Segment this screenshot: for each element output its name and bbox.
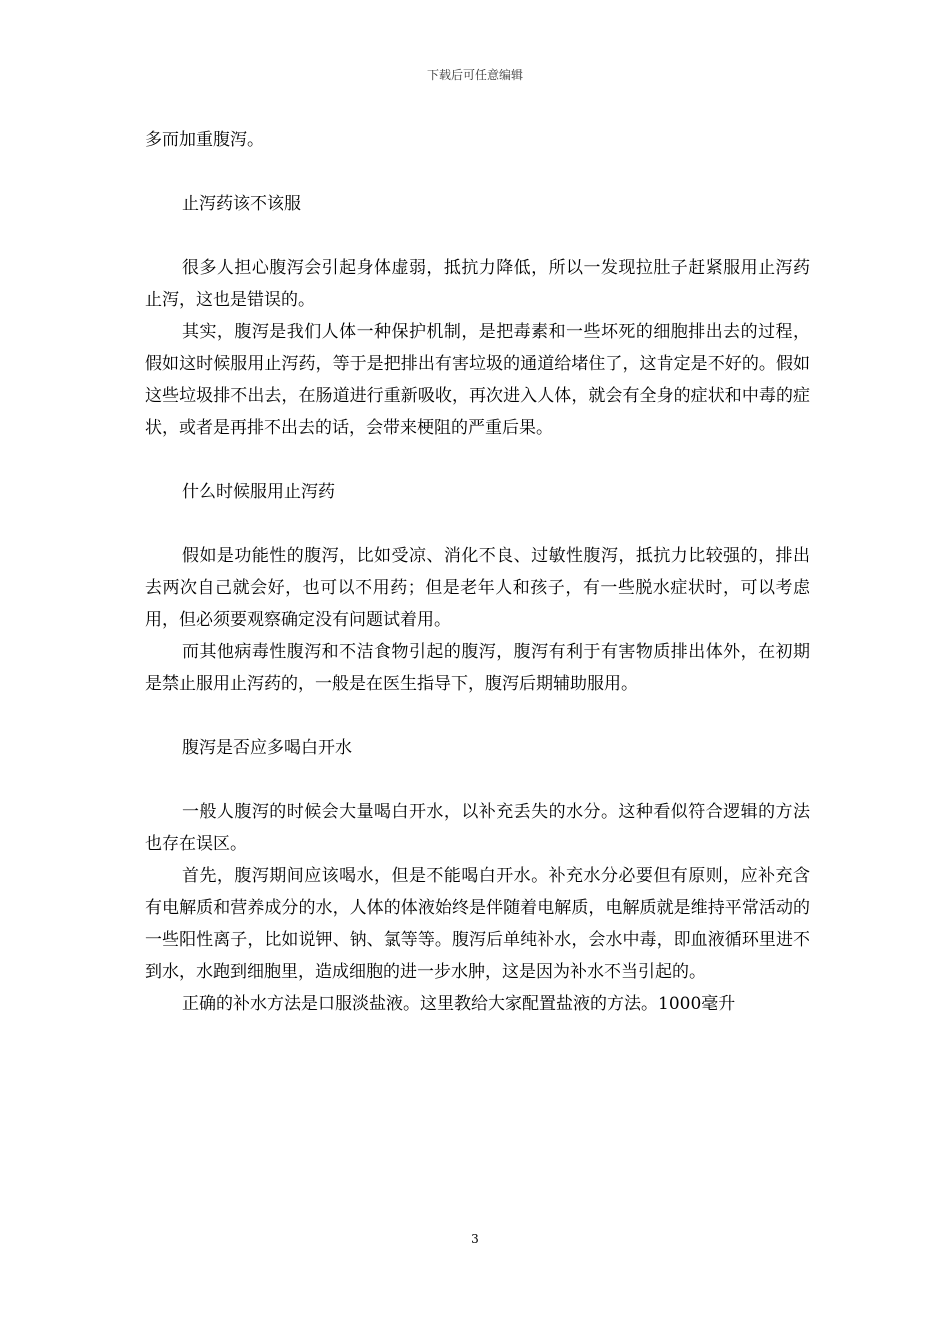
section-heading: 止泻药该不该服 [182,194,301,214]
body-paragraph: 正确的补水方法是口服淡盐液。这里教给大家配置盐液的方法。1000毫升 [182,994,736,1014]
body-paragraph: 很多人担心腹泻会引起身体虚弱，抵抗力降低，所以一发现拉肚子赶紧服用止泻药止泻，这也是错误的。 [145,258,810,310]
document-body [145,124,810,1020]
body-paragraph: 首先，腹泻期间应该喝水，但是不能喝白开水。补充水分必要但有原则，应补充含有电解质和营养成分的水，人体的体液始终是伴随着电解质，电解质就是维持平常活动的一些阳性离子，比如说钾、钠、氯等等。腹泻后单纯补水，会水中毒，即血液循环里进不到水，水跑到细胞里，造成细胞的进一步水肿，这是因为补水不当引起的。 [145,866,810,982]
page-header: 下载后可任意编辑 [426,68,523,82]
body-paragraph: 其实，腹泻是我们人体一种保护机制，是把毒素和一些坏死的细胞排出去的过程，假如这时候服用止泻药，等于是把排出有害垃圾的通道给堵住了，这肯定是不好的。假如这些垃圾排不出去，在肠道进行重新吸收，再次进入人体，就会有全身的症状和中毒的症状，或者是再排不出去的话，会带来梗阻的严重后果。 [145,322,810,438]
section-heading: 什么时候服用止泻药 [182,482,335,502]
body-paragraph: 一般人腹泻的时候会大量喝白开水，以补充丢失的水分。这种看似符合逻辑的方法也存在误区。 [145,802,810,854]
page-number: 3 [471,1232,479,1246]
body-paragraph: 假如是功能性的腹泻，比如受凉、消化不良、过敏性腹泻，抵抗力比较强的，排出去两次自己就会好，也可以不用药；但是老年人和孩子，有一些脱水症状时，可以考虑用，但必须要观察确定没有问题试着用。 [145,546,810,630]
section-heading: 腹泻是否应多喝白开水 [182,738,352,758]
body-paragraph: 多而加重腹泻。 [145,130,264,150]
body-paragraph: 而其他病毒性腹泻和不洁食物引起的腹泻，腹泻有利于有害物质排出体外，在初期是禁止服用止泻药的，一般是在医生指导下，腹泻后期辅助服用。 [145,642,810,694]
